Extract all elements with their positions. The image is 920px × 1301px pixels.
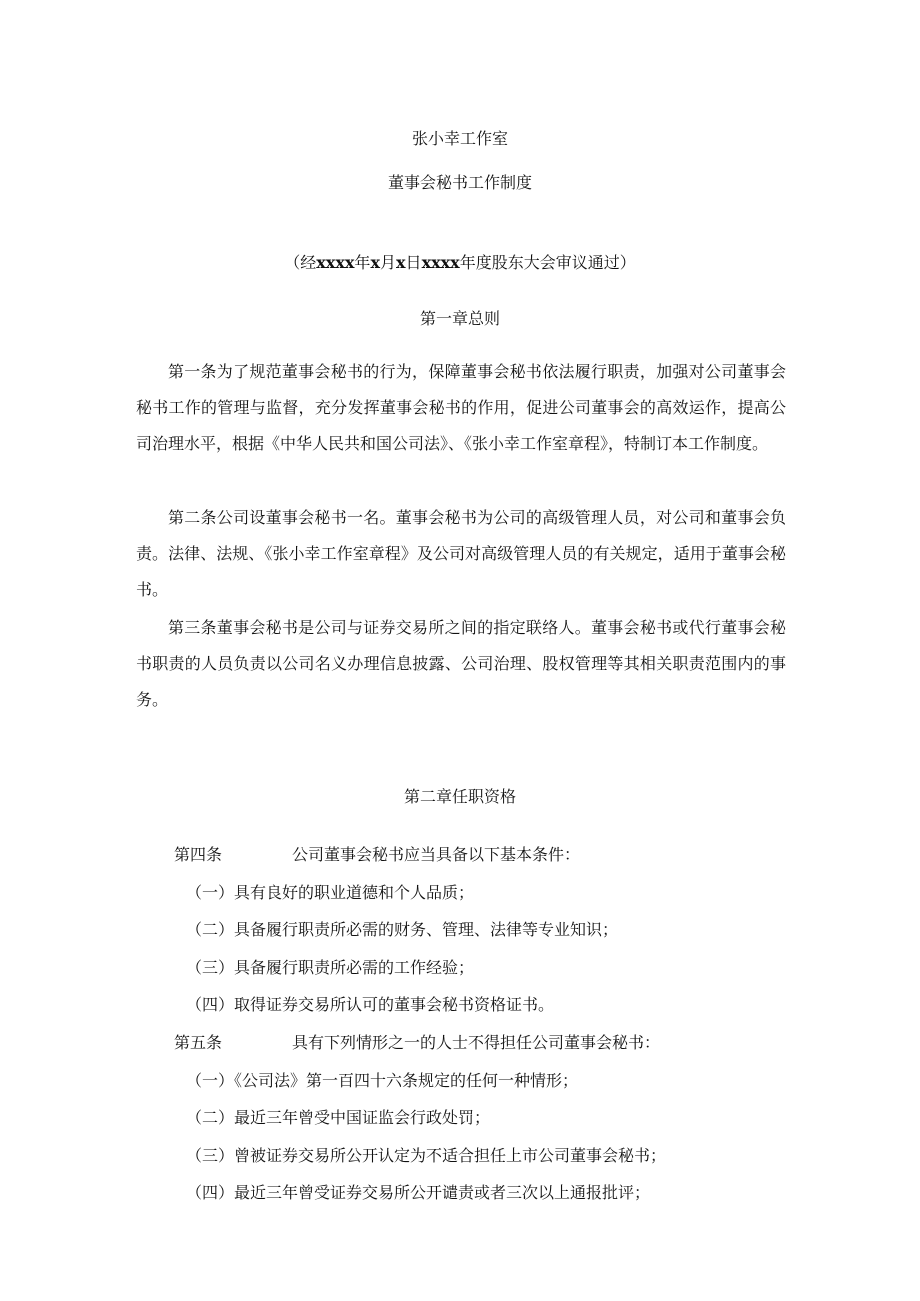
article-2: 第二条公司设董事会秘书一名。董事会秘书为公司的高级管理人员，对公司和董事会负责。法律、法规、《张小幸工作室章程》及公司对高级管理人员的有关规定，适用于董事会秘书。 [136,508,786,599]
article-5-text: 具有下列情形之一的人士不得担任公司董事会秘书： [292,1033,661,1052]
article-3: 第三条董事会秘书是公司与证券交易所之间的指定联络人。董事会秘书或代行董事会秘书职责的人员负责以公司名义办理信息披露、公司治理、股权管理等其相关职责范围内的事务。 [136,618,786,709]
studio-name: 张小幸工作室 [411,129,508,148]
approval-note: （经xxxx年x月x日xxxx年度股东大会审议通过） [284,253,636,272]
article-5-item: （四）最近三年曾受证券交易所公开谴责或者三次以上通报批评； [186,1183,651,1202]
article-4-item: （一）具有良好的职业道德和个人品质； [186,883,475,902]
article-4-item: （三）具备履行职责所必需的工作经验； [186,958,475,977]
document-title: 董事会秘书工作制度 [387,173,532,192]
article-4-item: （二）具备履行职责所必需的财务、管理、法律等专业知识； [186,920,619,939]
chapter-2-title: 第二章任职资格 [403,787,516,806]
article-5-item: （二）最近三年曾受中国证监会行政处罚； [186,1108,491,1127]
article-5-item: （三）曾被证券交易所公开认定为不适合担任上市公司董事会秘书； [186,1146,667,1165]
article-5-item: （一）《公司法》第一百四十六条规定的任何一种情形； [186,1071,579,1090]
article-4-number: 第四条 [174,845,223,864]
article-5-number: 第五条 [174,1033,223,1052]
article-4-text: 公司董事会秘书应当具备以下基本条件： [292,845,581,864]
chapter-1-title: 第一章总则 [419,309,500,328]
article-1: 第一条为了规范董事会秘书的行为，保障董事会秘书依法履行职责，加强对公司董事会秘书工作的管理与监督，充分发挥董事会秘书的作用，促进公司董事会的高效运作，提高公司治理水平，根据《中华人民共和国公司法》、《张小幸工作室章程》，特制订本工作制度。 [136,362,786,453]
article-4-item: （四）取得证券交易所认可的董事会秘书资格证书。 [186,995,555,1014]
